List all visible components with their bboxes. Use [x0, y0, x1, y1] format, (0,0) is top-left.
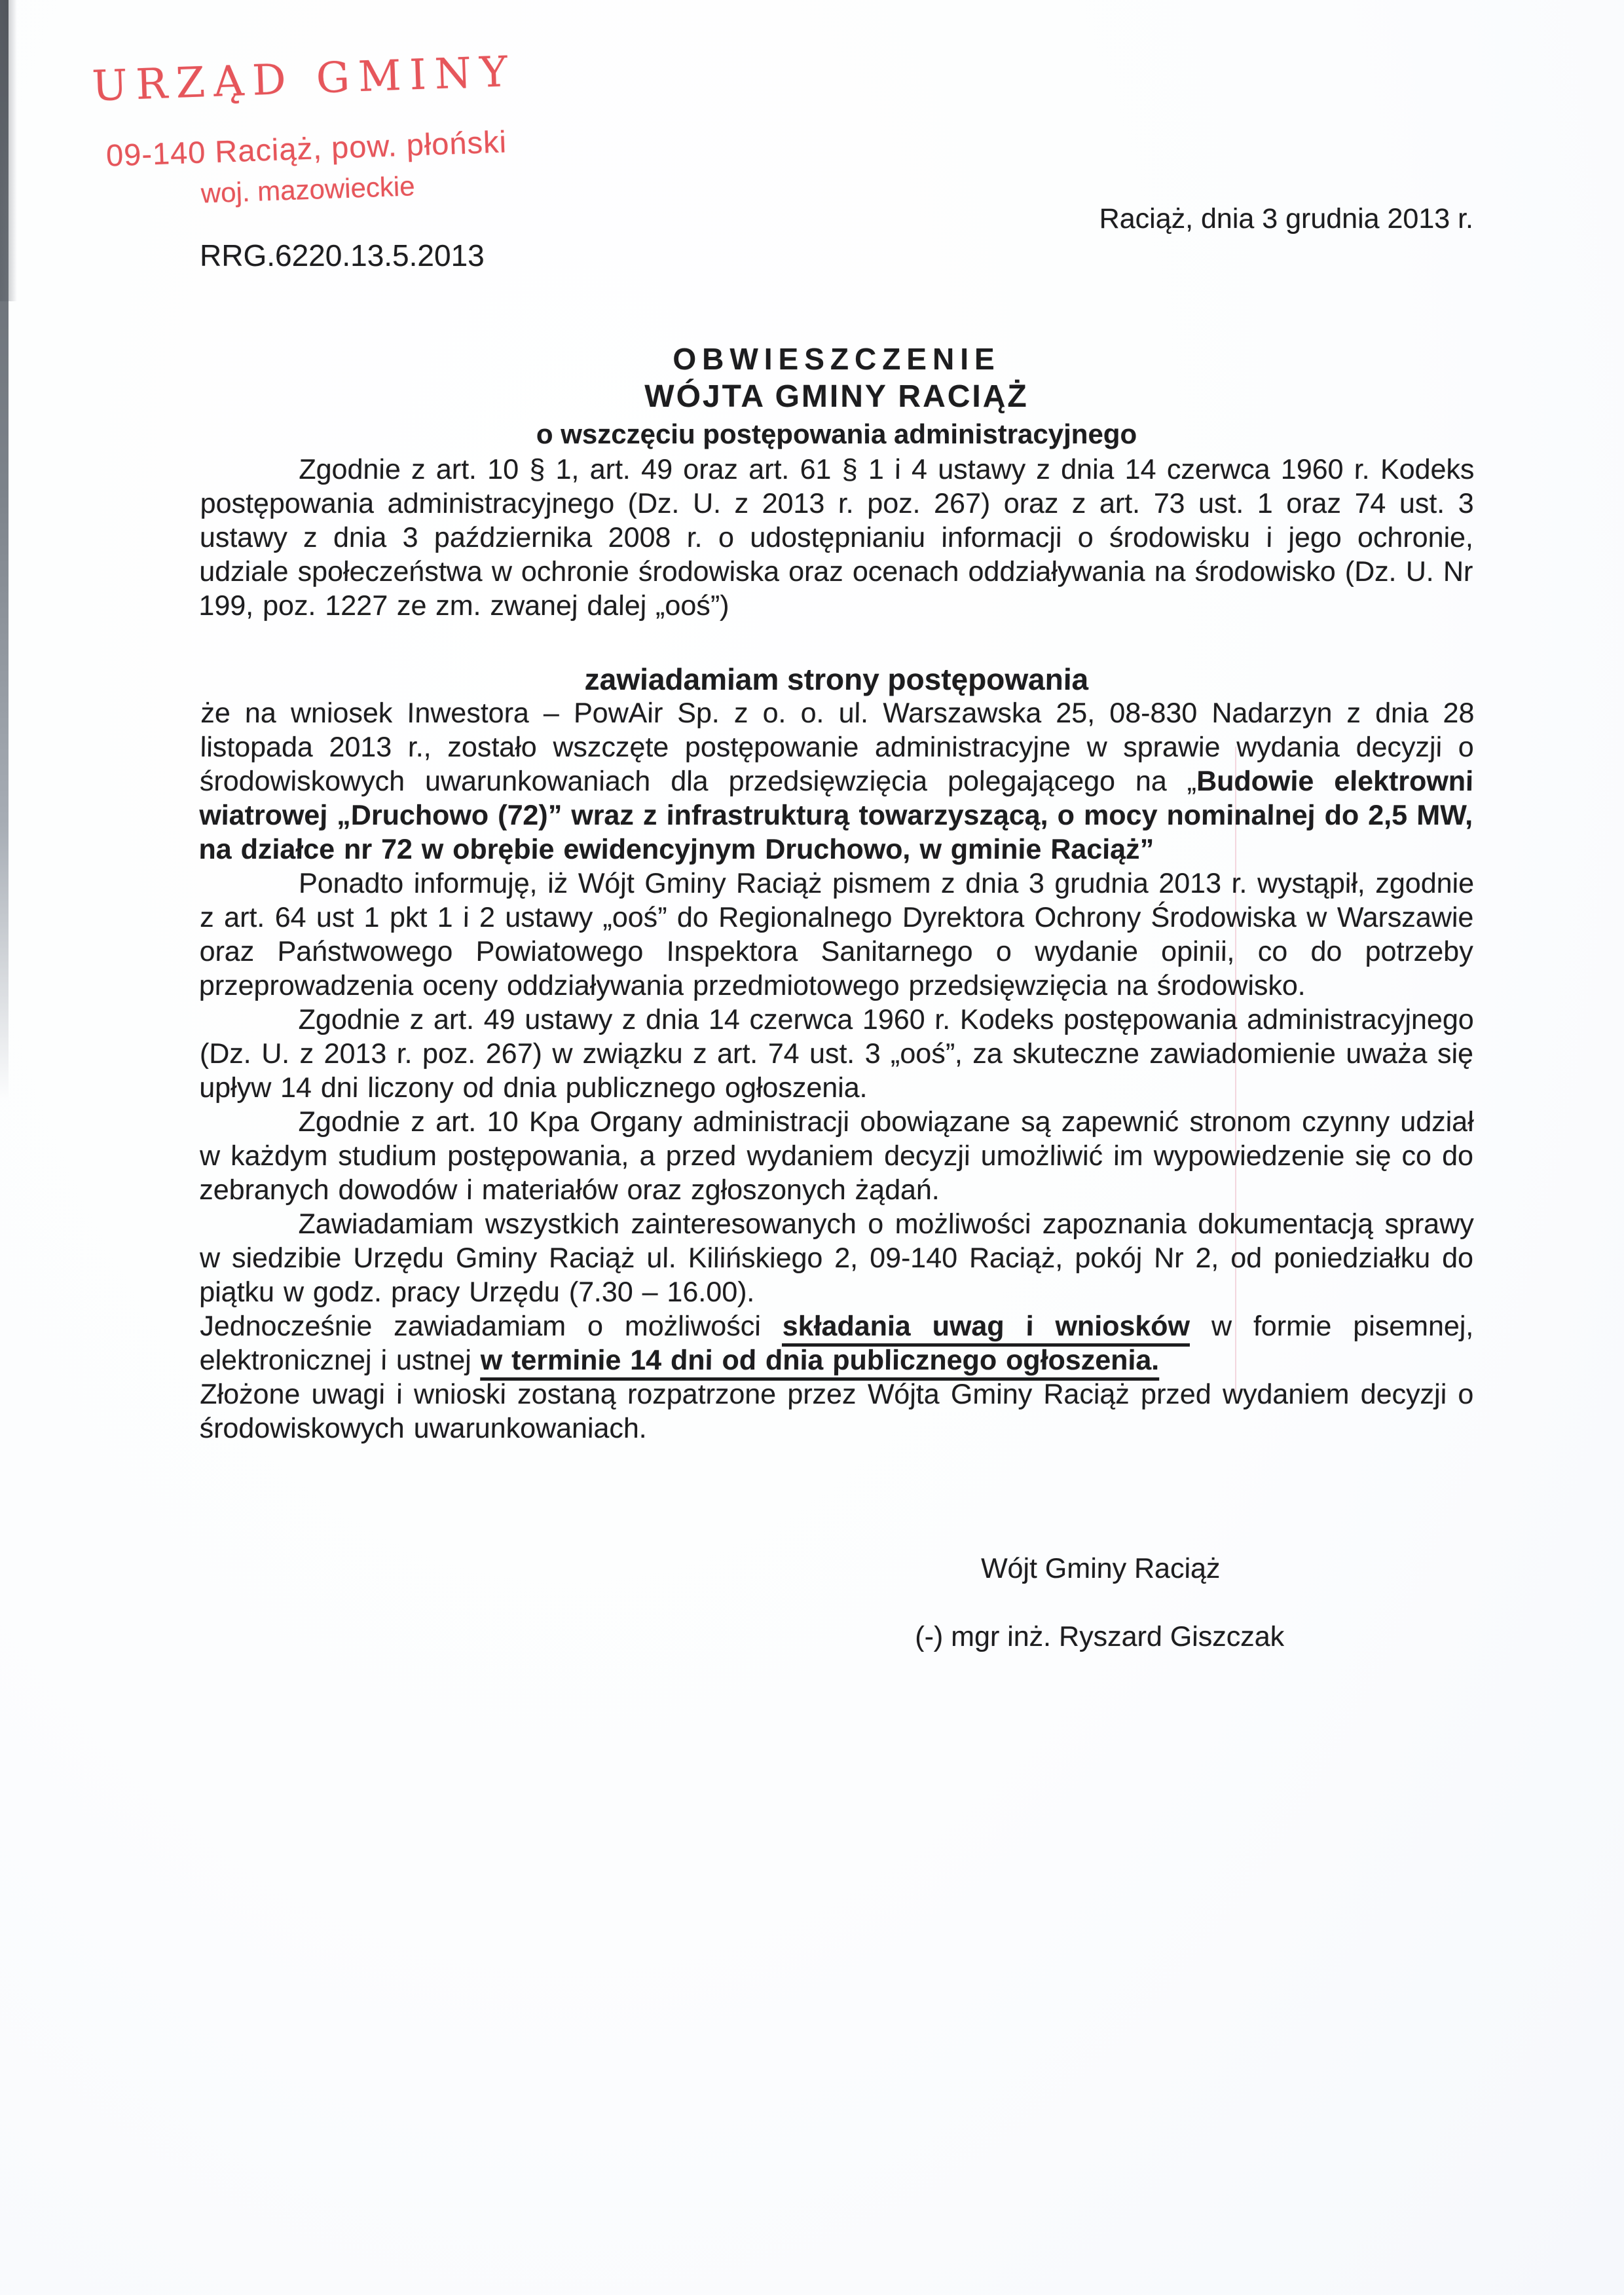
paragraph-opinions: Ponadto informuję, iż Wójt Gminy Raciąż pismem z dnia 3 grudnia 2013 r. wystąpił, zgodnie z art. 64 ust 1 pkt 1 i 2 ustawy „ooś” do Regionalnego Dyrektora Ochrony Środowiska w Warszawie oraz Państwowego Powiatowego Inspektora Sanitarnego o wydanie opinii, co do potrzeby przeprowadzenia oceny oddziaływania przedmiotowego przedsięwzięcia na środowisko. [198, 868, 1475, 1001]
title-announcement: OBWIESZCZENIE [673, 342, 1001, 376]
paragraph-art49: Zgodnie z art. 49 ustawy z dnia 14 czerwca 1960 r. Kodeks postępowania administracyjnego (Dz. U. z 2013 r. poz. 267) w związku z art. 74 ust. 3 „ooś”, za skuteczne zawiadomienie uważa się upływ 14 dni liczony od dnia publicznego ogłoszenia. [198, 1004, 1475, 1104]
paragraph-consideration: Złożone uwagi i wnioski zostaną rozpatrzone przez Wójta Gminy Raciąż przed wydaniem decyzji o środowiskowych uwarunkowaniach. [199, 1379, 1474, 1444]
paragraph-legal-basis: Zgodnie z art. 10 § 1, art. 49 oraz art. 61 § 1 i 4 ustawy z dnia 14 czerwca 1960 r. Kodeks postępowania administracyjnego (Dz. U. z 2013 r. poz. 267) oraz z art. 73 ust. 1 oraz 74 ust. 3 ustawy z dnia 3 października 2008 r. o udostępnianiu informacji o środowisku i jego ochronie, udziale społeczeństwa w ochronie środowiska oraz ocenach oddziaływania na środowisko (Dz. U. Nr 199, poz. 1227 ze zm. zwanej dalej „ooś”) [198, 454, 1475, 622]
title-authority: WÓJTA GMINY RACIĄŻ [644, 379, 1029, 414]
signature-block [838, 1552, 1363, 1654]
stamp-address: 09-140 Raciąż, pow. płoński [105, 124, 507, 173]
reference-number: RRG.6220.13.5.2013 [200, 238, 485, 272]
paragraph-remarks [199, 1309, 1473, 1377]
paragraph-documentation: Zawiadamiam wszystkich zainteresowanych o możliwości zapoznania dokumentacją sprawy w siedzibie Urzędu Gminy Raciąż ul. Kilińskiego 2, 09-140 Raciąż, pokój Nr 2, od poniedziałku do piątku w godz. pracy Urzędu (7.30 – 16.00). [198, 1208, 1475, 1308]
paragraph-remarks-bold2: w terminie 14 dni od dnia publicznego ogłoszenia. [480, 1345, 1159, 1381]
document-title [200, 341, 1473, 453]
subheading-notification: zawiadamiam strony postępowania [584, 662, 1089, 696]
title-subject: o wszczęciu postępowania administracyjnego [536, 419, 1137, 449]
dateline: Raciąż, dnia 3 grudnia 2013 r. [1099, 203, 1473, 234]
signature-name: (-) mgr inż. Ryszard Giszczak [915, 1621, 1285, 1652]
paragraph-art10: Zgodnie z art. 10 Kpa Organy administracji obowiązane są zapewnić stronom czynny udział w każdym studium postępowania, a przed wydaniem decyzji umożliwić im wypowiedzenie się co do zebranych dowodów i materiałów oraz zgłoszonych żądań. [198, 1106, 1475, 1206]
stamp-voivodeship: woj. mazowieckie [200, 170, 416, 209]
signature-title: Wójt Gminy Raciąż [980, 1553, 1221, 1584]
paragraph-proceeding [198, 696, 1475, 867]
stamp-office-name: URZĄD GMINY [91, 47, 517, 111]
paragraph-remarks-lead: Jednocześnie zawiadamiam o możliwości [200, 1311, 783, 1342]
paragraph-proceeding-normal: że na wniosek Inwestora – PowAir Sp. z o. o. ul. Warszawska 25, 08-830 Nadarzyn z dnia 28 listopada 2013 r., zostało wszczęte postępowanie administracyjne w sprawie wydania decyzji o środowiskowych uwarunkowaniach dla przedsięwzięcia polegającego na „ [199, 698, 1475, 797]
paragraph-proceeding-bold: Budowie elektrowni wiatrowej „Druchowo (72)” wraz z infrastrukturą towarzyszącą, o mocy nominalnej do 2,5 MW, na działce nr 72 w obrębie ewidencyjnym Druchowo, w gminie Raciąż” [198, 766, 1474, 865]
paragraph-remarks-bold1: składania uwag i wniosków [782, 1311, 1190, 1347]
paragraph-remarks-middle: w formie pisemnej, elektronicznej i ustnej [199, 1311, 1474, 1376]
